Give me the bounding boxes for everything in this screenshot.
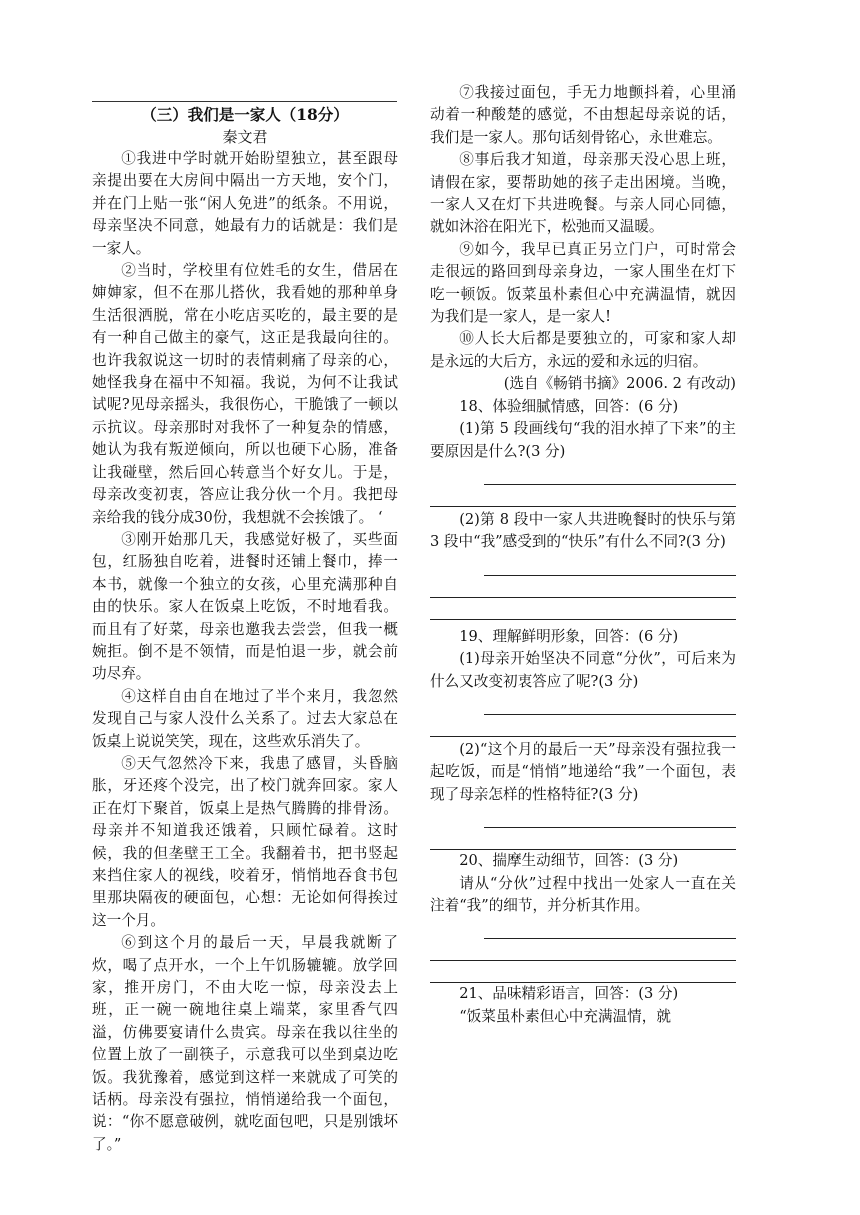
question-18-2: (2)第 8 段中一家人共进晚餐时的快乐与第 3 段中“我”感受到的“快乐”有什么不同?(3 分) [430, 510, 736, 551]
article-title: （三）我们是一家人（18分） [141, 105, 349, 124]
paragraph-8: ⑧事后我才知道，母亲那天没心思上班，请假在家，要帮助她的孩子走出困境。当晚，一家人又在灯下共进晚餐。与亲人同心同德，就如沐浴在阳光下，松弛而又温暖。 [430, 151, 736, 236]
questions-column [430, 82, 736, 1028]
answer-line[interactable] [430, 939, 736, 961]
answer-line[interactable] [484, 554, 736, 576]
paragraph-9: ⑨如今，我早已真正另立门户，可时常会走很远的路回到母亲身边，一家人围坐在灯下吃一顿饭。饭菜虽朴素但心中充满温情，就因为我们是一家人，是一家人! [430, 240, 736, 326]
paragraph-6: ⑥到这个月的最后一天，早晨我就断了炊，喝了点开水，一个上午饥肠辘辘。放学回家，推开房门，不由大吃一惊，母亲没去上班，正一碗一碗地往桌上端菜，家里香气四溢，仿佛要宴请什么贵宾。母亲在我以往坐的位置上放了一副筷子，示意我可以坐到桌边吃饭。我犹豫着，感觉到这样一来就成了可笑的话柄。母亲没有强拉，悄悄递给我一个面包，说：“你不愿意破例，就吃面包吧，只是别饿坏了。” [92, 934, 398, 1153]
paragraph-10: ⑩人长大后都是要独立的，可家和家人却是永远的大后方，永远的爱和永远的归宿。 [430, 330, 736, 370]
answer-line[interactable] [430, 485, 736, 507]
question-21-body: “饭菜虽朴素但心中充满温情，就 [459, 1007, 671, 1025]
question-19-1: (1)母亲开始坚决不同意“分伙”，可后来为什么又改变初衷答应了呢?(3 分) [430, 650, 736, 690]
paragraph-4: ④这样自由自在地过了半个来月，我忽然发现自己与家人没什么关系了。过去大家总在饭桌上说说笑笑，现在，这些欢乐消失了。 [92, 687, 398, 750]
answer-line[interactable] [484, 806, 736, 828]
question-19-2: (2)“这个月的最后一天”母亲没有强拉我一起吃饭，而是“悄悄”地递给“我”一个面包，表现了母亲怎样的性格特征?(3 分) [430, 740, 736, 803]
answer-line[interactable] [484, 917, 736, 939]
paragraph-1: ①我进中学时就开始盼望独立，甚至跟母亲提出要在大房间中隔出一方天地，安个门，并在门上贴一张“闲人免进”的纸条。不用说，母亲坚决不同意，她最有力的话就是：我们是一家人。 [92, 150, 398, 257]
question-18-1: (1)第 5 段画线句“我的泪水掉了下来”的主要原因是什么?(3 分) [430, 420, 736, 460]
question-19-heading: 19、理解鲜明形象，回答：(6 分) [459, 627, 679, 645]
answer-line[interactable] [484, 463, 736, 485]
article-source: (选自《畅销书摘》2006. 2 有改动) [503, 375, 736, 393]
article-author: 秦文君 [222, 128, 268, 146]
question-21-heading: 21、品味精彩语言，回答：(3 分) [459, 985, 679, 1003]
paragraph-7: ⑦我接过面包，手无力地颤抖着，心里涌动着一种酸楚的感觉，不由想起母亲说的话，我们是一家人。那句话刻骨铭心，永世难忘。 [430, 84, 736, 146]
answer-line[interactable] [430, 828, 736, 850]
question-20-heading: 20、揣摩生动细节，回答：(3 分) [459, 852, 679, 870]
paragraph-5: ⑤天气忽然冷下来，我患了感冒，头昏脑胀，牙还疼个没完，出了校门就奔回家。家人正在灯下聚首，饭桌上是热气腾腾的排骨汤。母亲并不知道我还饿着，只顾忙碌着。这时候，我的但垄壁王工全。我翻着书，把书竖起来挡住家人的视线，咬着牙，悄悄地吞食书包里那块隔夜的硬面包，心想：无论如何得挨过这一个月。 [92, 754, 398, 929]
question-20-body: 请从“分伙”过程中找出一处家人一直在关注着“我”的细节，并分析其作用。 [430, 874, 736, 914]
article-column [92, 82, 398, 1156]
answer-line[interactable] [430, 715, 736, 737]
paragraph-3: ③刚开始那几天，我感觉好极了，买些面包，红肠独自吃着，进餐时还铺上餐巾，捧一本书，就像一个独立的女孩，心里充满那种自由的快乐。家人在饭桌上吃饭，不时地看我。而且有了好菜，母亲也邀我去尝尝，但我一概婉拒。倒不是不领情，而是怕退一步，就会前功尽弃。 [92, 530, 398, 683]
question-18-heading: 18、体验细腻情感，回答：(6 分) [459, 397, 679, 415]
answer-line[interactable] [484, 693, 736, 715]
paragraph-2: ②当时，学校里有位姓毛的女生，借居在婶婶家，但不在那儿搭伙，我看她的那种单身生活很洒脱，常在小吃店买吃的，最主要的是有一种自己做主的豪气，这正是我最向往的。也许我叙说这一切时的表情刺痛了母亲的心，她怪我身在福中不知福。我说，为何不让我试试呢?见母亲摇头，我很伤心，干脆饿了一顿以示抗议。母亲那时对我怀了一种复杂的情感，她认为我有叛逆倾向，所以也硬下心肠，准备让我碰壁，然后回心转意当个好女儿。于是，母亲改变初衷，答应让我分伙一个月。我把母亲给我的钱分成30份，我想就不会挨饿了。 ‘ [92, 262, 398, 526]
answer-line[interactable] [430, 576, 736, 598]
answer-line[interactable] [430, 961, 736, 983]
answer-line[interactable] [430, 598, 736, 620]
